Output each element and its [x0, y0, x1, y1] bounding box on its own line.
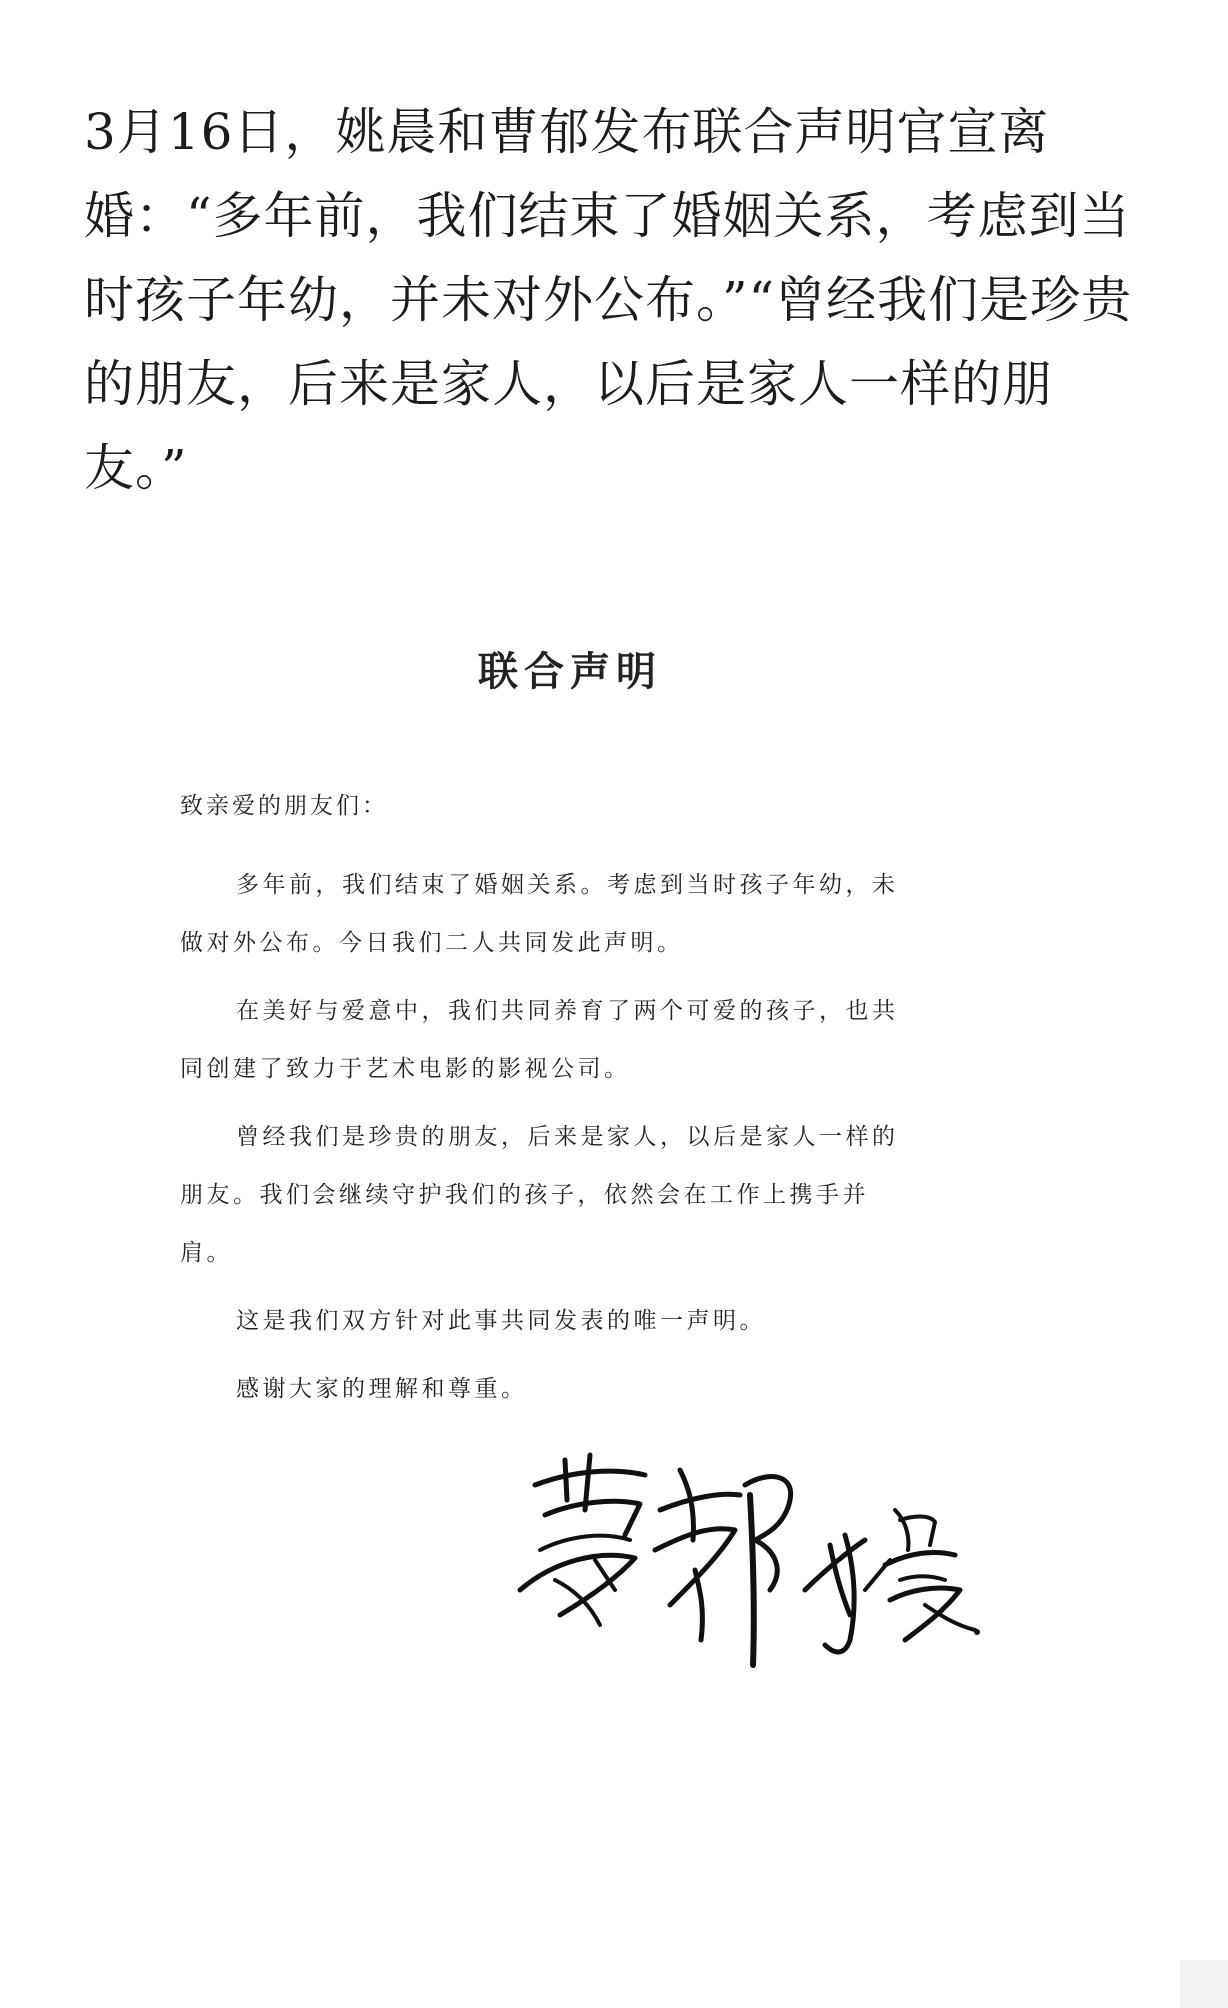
statement-paragraph: 多年前，我们结束了婚姻关系。考虑到当时孩子年幼，未做对外公布。今日我们二人共同发此声明。: [180, 872, 899, 956]
statement-paragraph: 曾经我们是珍贵的朋友，后来是家人，以后是家人一样的朋友。我们会继续守护我们的孩子，依然会在工作上携手并肩。: [180, 1124, 899, 1266]
corner-tab: [1180, 1960, 1228, 2008]
statement-paragraph: 在美好与爱意中，我们共同养育了两个可爱的孩子，也共同创建了致力于艺术电影的影视公司。: [180, 998, 899, 1082]
statement-paragraph: 这是我们双方针对此事共同发表的唯一声明。: [236, 1308, 766, 1334]
statement-title: 联合声明: [478, 648, 662, 695]
headline: 3月16日，姚晨和曹郁发布联合声明官宣离婚：“多年前，我们结束了婚姻关系，考虑到当时孩子年幼，并未对外公布。”“曾经我们是珍贵的朋友，后来是家人，以后是家人一样的朋友。”: [84, 103, 1133, 497]
handwritten-signature: [505, 1440, 985, 1670]
statement-paragraph: 感谢大家的理解和尊重。: [236, 1376, 528, 1402]
statement-salutation: 致亲爱的朋友们：: [180, 793, 388, 819]
joint-statement: [180, 620, 940, 1428]
